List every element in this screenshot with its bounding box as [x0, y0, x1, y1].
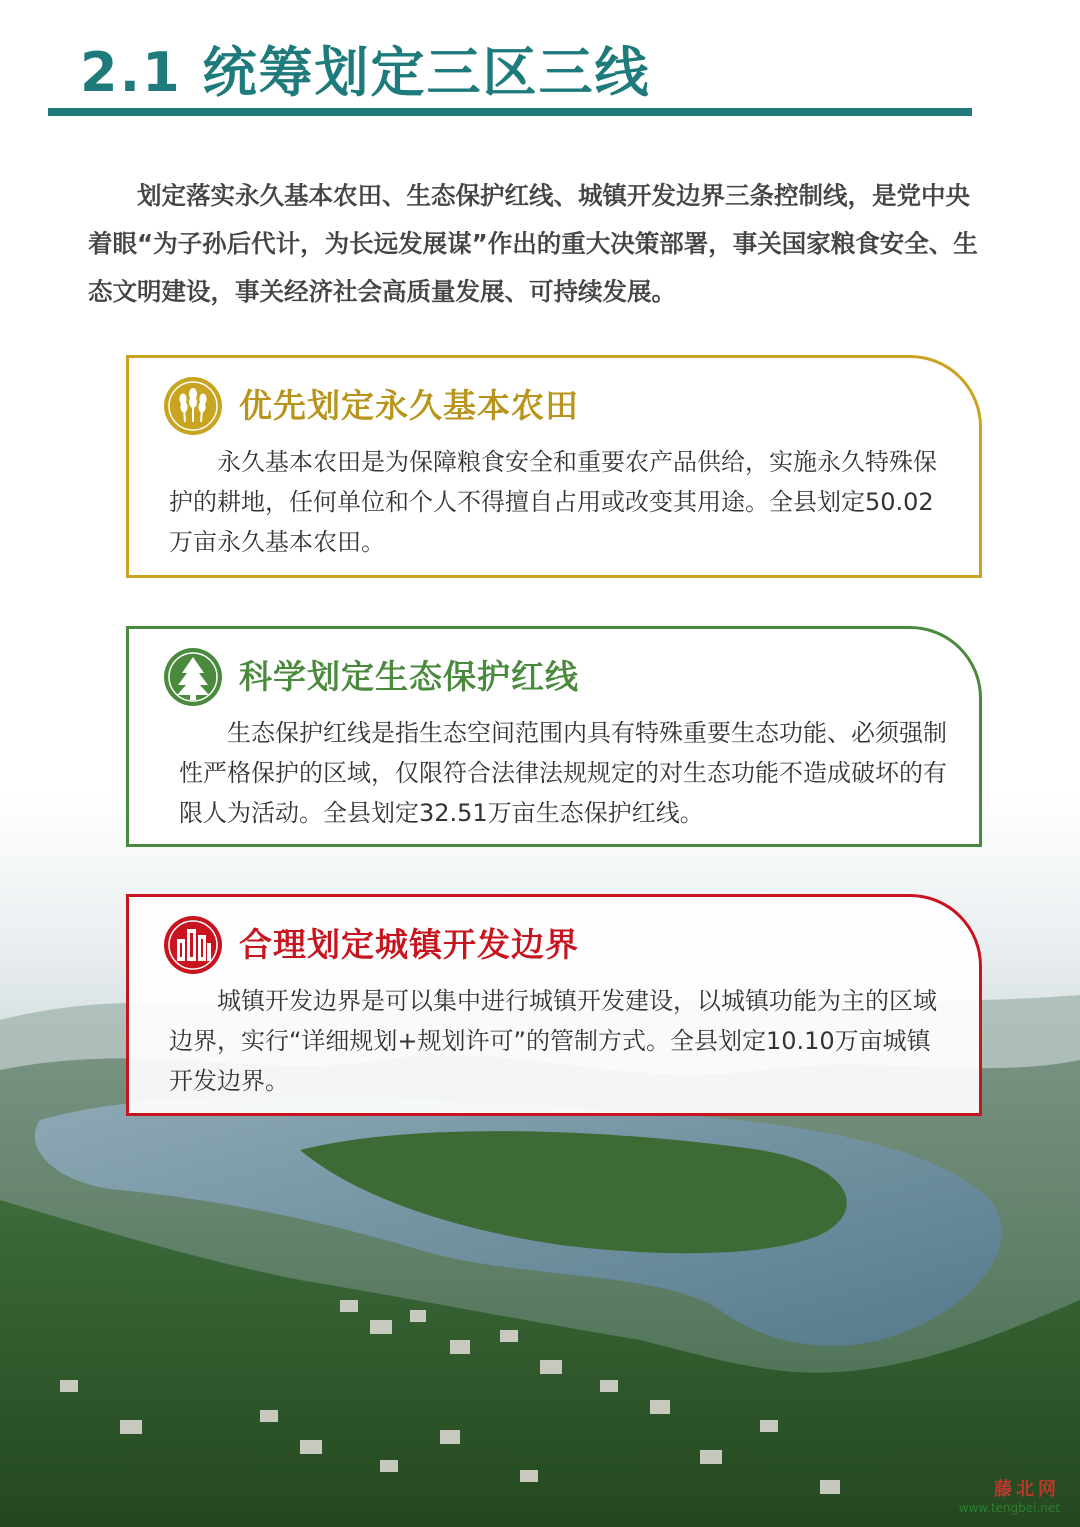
intro-text: 划定落实永久基本农田、生态保护红线、城镇开发边界三条控制线，是党中央着眼“为子孙后代计，为长远发展谋”作出的重大决策部署，事关国家粮食安全、生态文明建设，事关经济社会高质量发展、可持续发展。 — [88, 181, 978, 306]
card-text: 永久基本农田是为保障粮食安全和重要农产品供给，实施永久特殊保护的耕地，任何单位和个人不得擅自占用或改变其用途。全县划定50.02万亩永久基本农田。 — [169, 448, 937, 556]
card-title: 合理划定城镇开发边界 — [239, 925, 579, 964]
card-body — [169, 442, 949, 562]
card-farmland — [126, 355, 982, 578]
watermark-name: 藤北网 — [994, 1479, 1060, 1500]
intro-paragraph — [88, 172, 988, 316]
buildings-icon — [163, 915, 223, 975]
card-ecological-redline — [126, 626, 982, 847]
wheat-icon — [163, 376, 223, 436]
watermark-url: www.tengbei.net — [958, 1501, 1060, 1515]
card-body — [169, 981, 949, 1101]
title-divider — [48, 108, 972, 116]
site-watermark — [959, 1475, 1060, 1515]
card-title: 科学划定生态保护红线 — [239, 657, 579, 696]
card-title: 优先划定永久基本农田 — [239, 386, 579, 425]
tree-icon — [163, 647, 223, 707]
card-urban-boundary — [126, 894, 982, 1116]
card-text: 城镇开发边界是可以集中进行城镇开发建设，以城镇功能为主的区域边界，实行“详细规划+规划许可”的管制方式。全县划定10.10万亩城镇开发边界。 — [169, 987, 937, 1095]
page-title: 2.1 统筹划定三区三线 — [80, 41, 651, 104]
card-text: 生态保护红线是指生态空间范围内具有特殊重要生态功能、必须强制性严格保护的区域，仅限符合法律法规规定的对生态功能不造成破坏的有限人为活动。全县划定32.51万亩生态保护红线。 — [179, 719, 947, 827]
card-body — [179, 713, 959, 833]
